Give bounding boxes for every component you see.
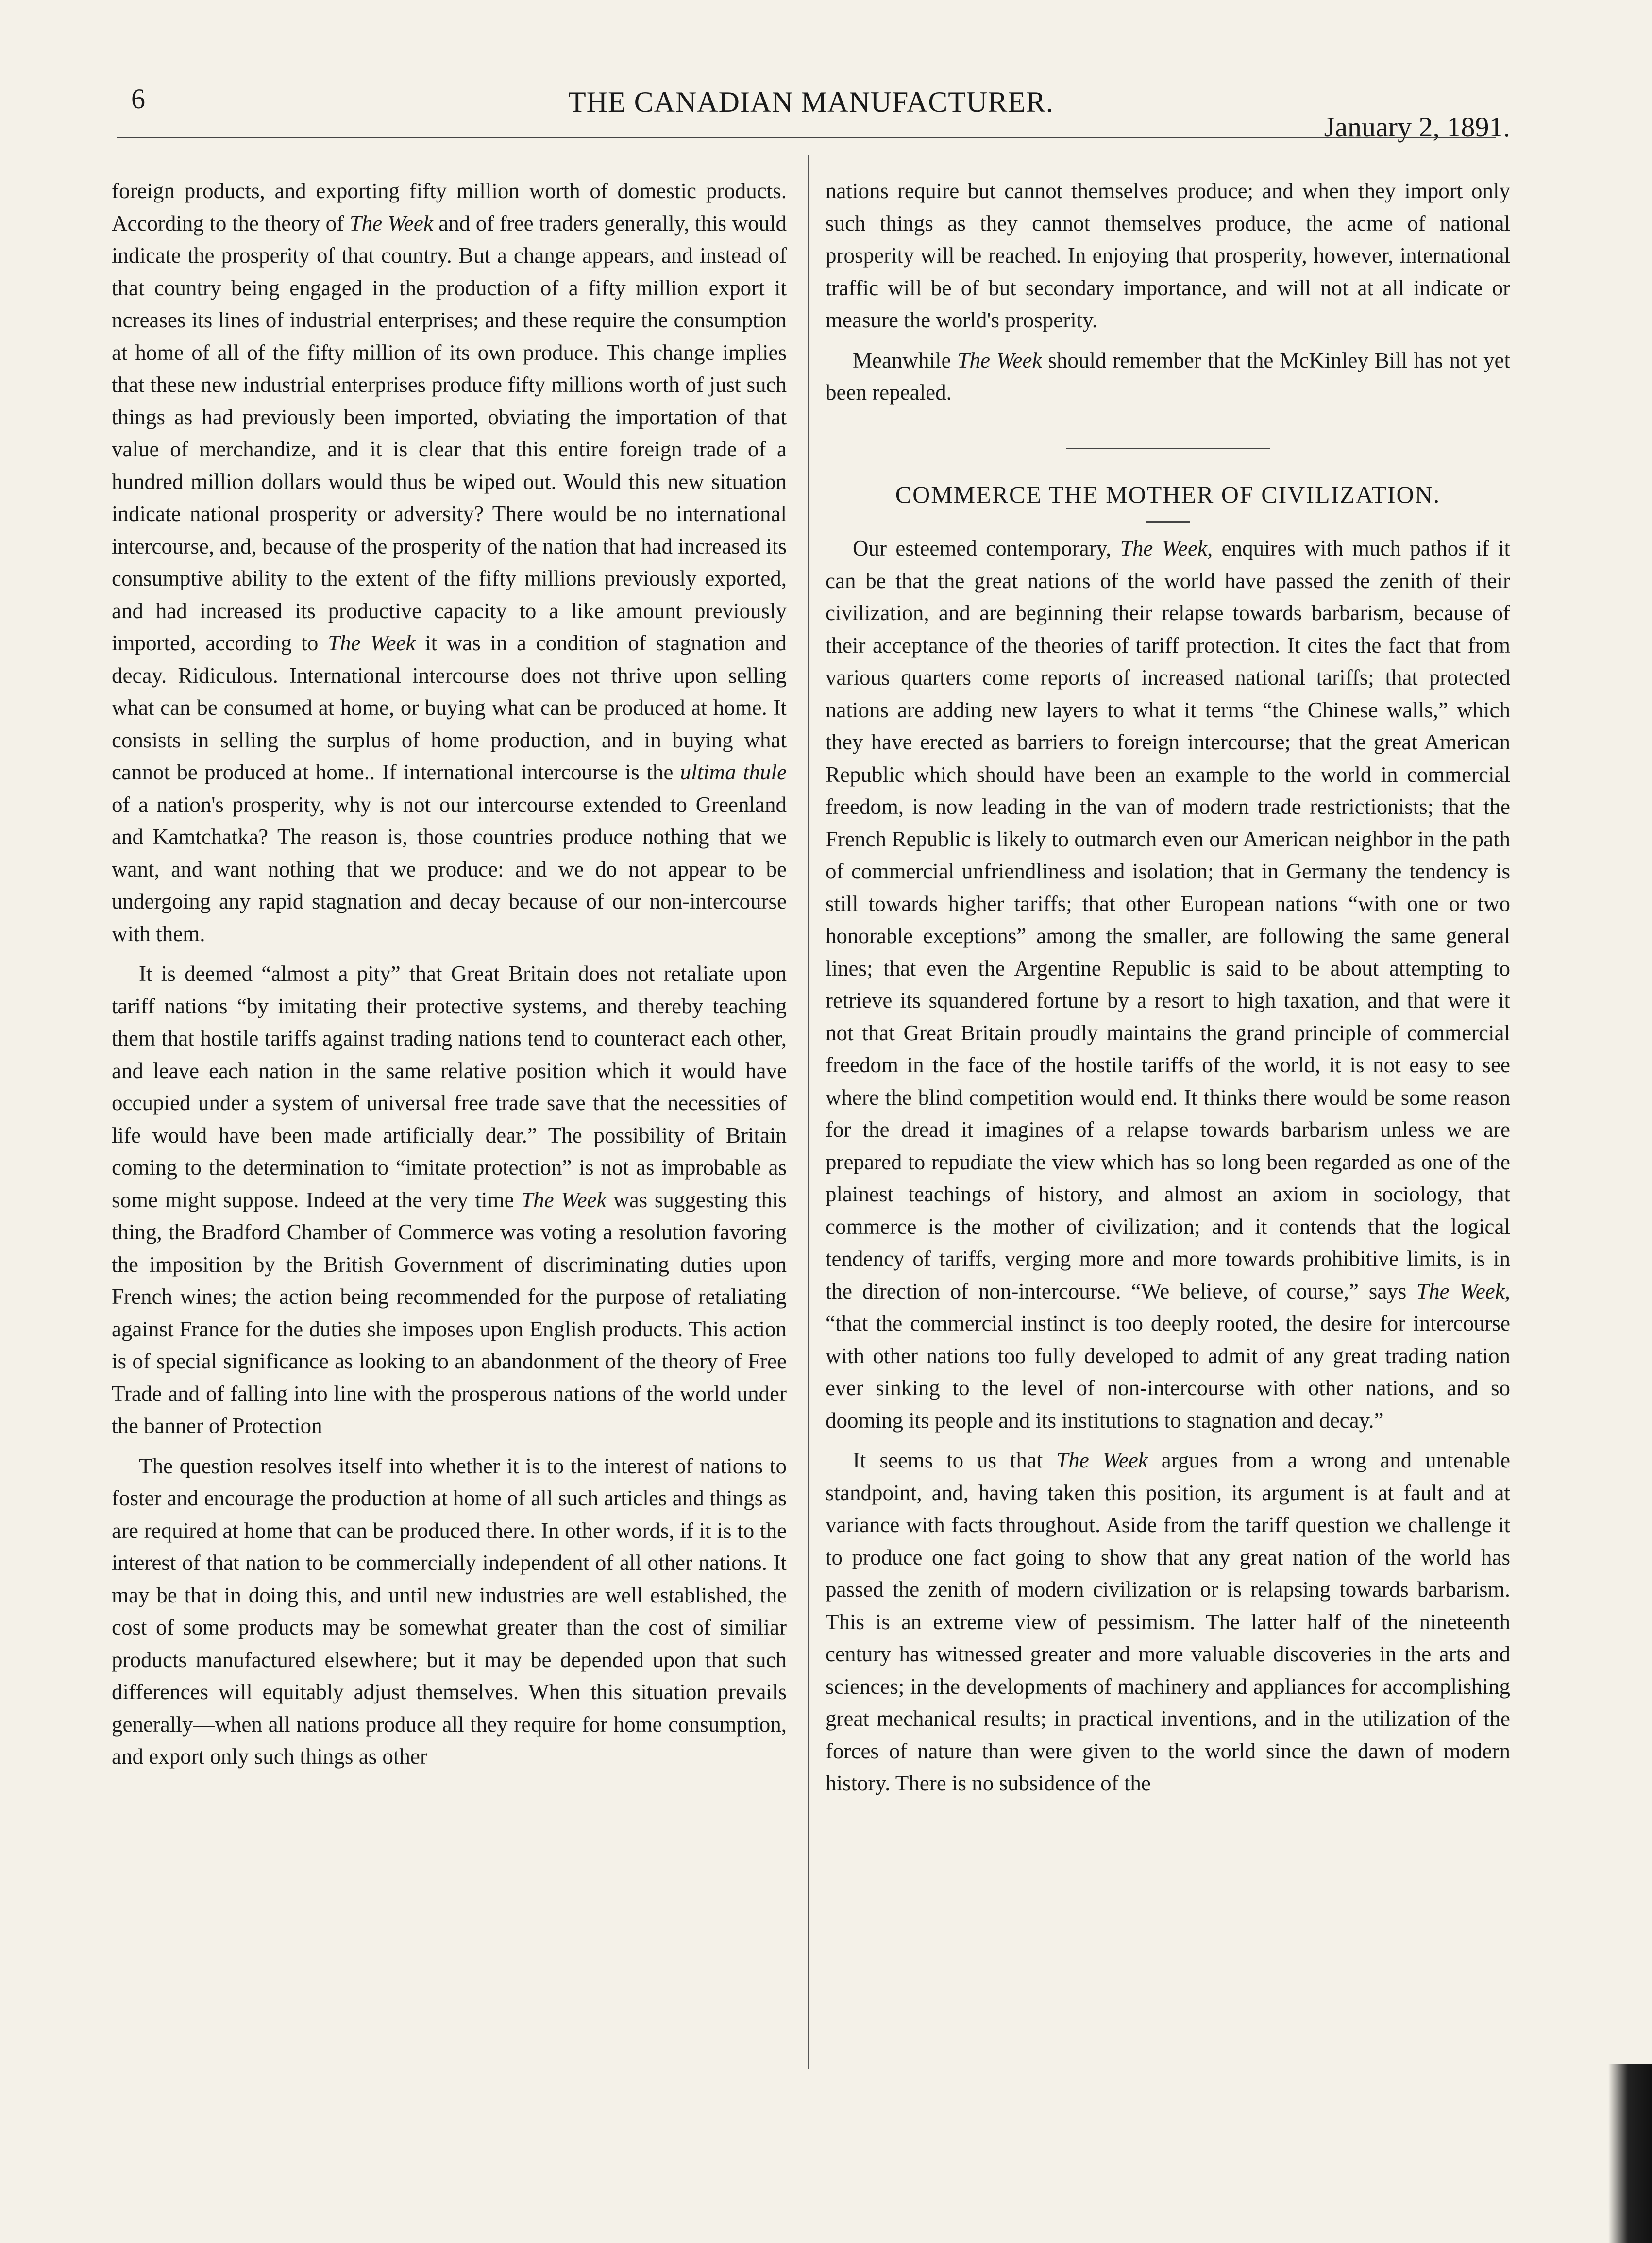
publication-name: The Week: [1056, 1448, 1148, 1472]
right-paragraph-3: Our esteemed contemporary, The Week, enquires with much pathos if it can be that the great nations of the world have passed the zenith of their civilization, and are beginning their relapse towards barbarism, because of their acceptance of the theories of tariff protection. It cites the fact that from various quarters come reports of increased national tariffs; that protected nations are adding new layers to what it terms “the Chinese walls,” which they have erected as barriers to foreign intercourse; that the great American Republic which should have been an example to the world in commercial freedom, is now leading in the van of modern trade restrictionists; that the French Republic is likely to outmarch even our American neighbor in the path of commercial unfriendliness and isolation; that in Germany the tendency is still towards higher tariffs; that other European nations “with one or two honorable exceptions” among the smaller, are following the same general lines; that even the Argentine Republic is said to be about attempting to retrieve its squandered fortune by a resort to high taxation, and that were it not that Great Britain proudly maintains the grand principle of commercial freedom in the face of the hostile tariffs of the world, it is not easy to see where the blind competition would end. It thinks there would be some reason for the dread it imagines of a relapse towards barbarism unless we are prepared to repudiate the view which has so long been regarded as one of the plainest teachings of history, and almost an axiom in sociology, that commerce is the mother of civilization; and it contends that the logical tendency of tariffs, verging more and more towards prohibitive limits, is in the direction of non-intercourse. “We believe, of course,” says The Week, “that the commercial instinct is too deeply rooted, the desire for intercourse with other nations too fully developed to admit of any great trading nation ever sinking to the level of non-intercourse with other nations, and so dooming its people and its institutions to stagnation and decay.”: [826, 536, 1510, 1433]
column-divider: [808, 155, 809, 2069]
section-heading: COMMERCE THE MOTHER OF CIVILIZATION.: [895, 480, 1441, 508]
page-number: 6: [131, 83, 145, 115]
section-separator: [1066, 448, 1270, 449]
right-column: [826, 175, 1510, 1807]
right-paragraph-4: It seems to us that The Week argues from a wrong and untenable standpoint, and, having taken this position, its argument is at fault and at variance with facts throughout. Aside from the tariff question we challenge it to produce one fact going to show that any great nation of the world has passed the zenith of modern civilization or is relapsing towards barbarism. This is an extreme view of pessimism. The latter half of the nineteenth century has witnessed greater and more valuable discoveries in the arts and sciences; in the developments of machinery and appliances for accomplishing great mechanical results; in practical inventions, and in the utilization of the forces of nature than were given to the world since the dawn of modern history. There is no subsidence of the: [826, 1448, 1510, 1795]
header-rule: [117, 136, 1496, 138]
left-column: [112, 175, 787, 1781]
page-header: [112, 83, 1510, 141]
left-paragraph-1: foreign products, and exporting fifty million worth of domestic products. According to the theory of The Week and of free traders generally, this would indicate the prosperity of that country. But a change appears, and instead of that country being engaged in the production of a fifty million export it ncreases its lines of industrial enterprises; and these require the consumption at home of all of the fifty million of its own produce. This change implies that these new industrial enterprises produce fifty millions worth of just such things as had previously been imported, obviating the importation of that value of merchandize, and it is clear that this entire foreign trade of a hundred million dollars would thus be wiped out. Would this new situation indicate national prosperity or adversity? There would be no international intercourse, and, because of the prosperity of the nation that had increased its consumptive ability to the extent of the fifty millions previously exported, and had increased its productive capacity to a like amount previously imported, according to The Week it was in a condition of stagnation and decay. Ridiculous. International intercourse does not thrive upon selling what can be consumed at home, or buying what can be produced at home. It consists in selling the surplus of home production, and in buying what cannot be produced at home.. If international intercourse is the ultima thule of a nation's prosperity, why is not our intercourse extended to Greenland and Kamtchatka? The reason is, those countries produce nothing that we want, and want nothing that we produce: and we do not appear to be undergoing any rapid stagnation and decay because of our non-intercourse with them.: [112, 179, 787, 946]
publication-title: THE CANADIAN MANUFACTURER.: [568, 86, 1054, 118]
publication-name: The Week: [1120, 536, 1207, 560]
issue-date: January 2, 1891.: [1324, 111, 1510, 143]
publication-name: The Week: [957, 348, 1042, 372]
publication-name: The Week: [349, 211, 433, 236]
right-paragraph-2: Meanwhile The Week should remember that the McKinley Bill has not yet been repealed.: [826, 348, 1511, 405]
publication-name: The Week: [328, 631, 416, 655]
heading-rule: [1146, 521, 1190, 523]
scan-edge-shadow: [1608, 2064, 1652, 2243]
publication-name: The Week: [1416, 1279, 1505, 1303]
left-paragraph-3: The question resolves itself into whether it is to the interest of nations to foster and encourage the production at home of all such articles and things as are required at home that can be produced there. In other words, if it is to the interest of that nation to be commercially independent of all other nations. It may be that in doing this, and until new industries are well established, the cost of some products may be somewhat greater than the cost of similiar products manufactured elsewhere; but it may be depended upon that such differences will equitably adjust themselves. When this situation prevails generally—when all nations produce all they require for home consumption, and export only such things as other: [112, 1453, 787, 1769]
left-paragraph-2: It is deemed “almost a pity” that Great Britain does not retaliate upon tariff nations “by imitating their protective systems, and thereby teaching them that hostile tariffs against trading nations tend to counteract each other, and leave each nation in the same relative position which it would have occupied under a system of universal free trade save that the necessities of life would have been made artificially dear.” The possibility of Britain coming to the determination to “imitate protection” is not as improbable as some might suppose. Indeed at the very time The Week was suggesting this thing, the Bradford Chamber of Commerce was voting a resolution favoring the imposition by the British Government of discriminating duties upon French wines; the action being recommended for the purpose of retaliating against France for the duties she imposes upon English products. This action is of special significance as looking to an abandonment of the theory of Free Trade and of falling into line with the prosperous nations of the world under the banner of Protection: [112, 961, 787, 1438]
publication-name: The Week: [521, 1187, 607, 1212]
latin-phrase: ultima thule: [680, 760, 787, 784]
right-paragraph-1: nations require but cannot themselves produce; and when they import only such things as they cannot themselves produce, the acme of national prosperity will be reached. In enjoying that prosperity, however, international traffic will be of but secondary importance, and will not at all indicate or measure the world's prosperity.: [826, 179, 1510, 332]
